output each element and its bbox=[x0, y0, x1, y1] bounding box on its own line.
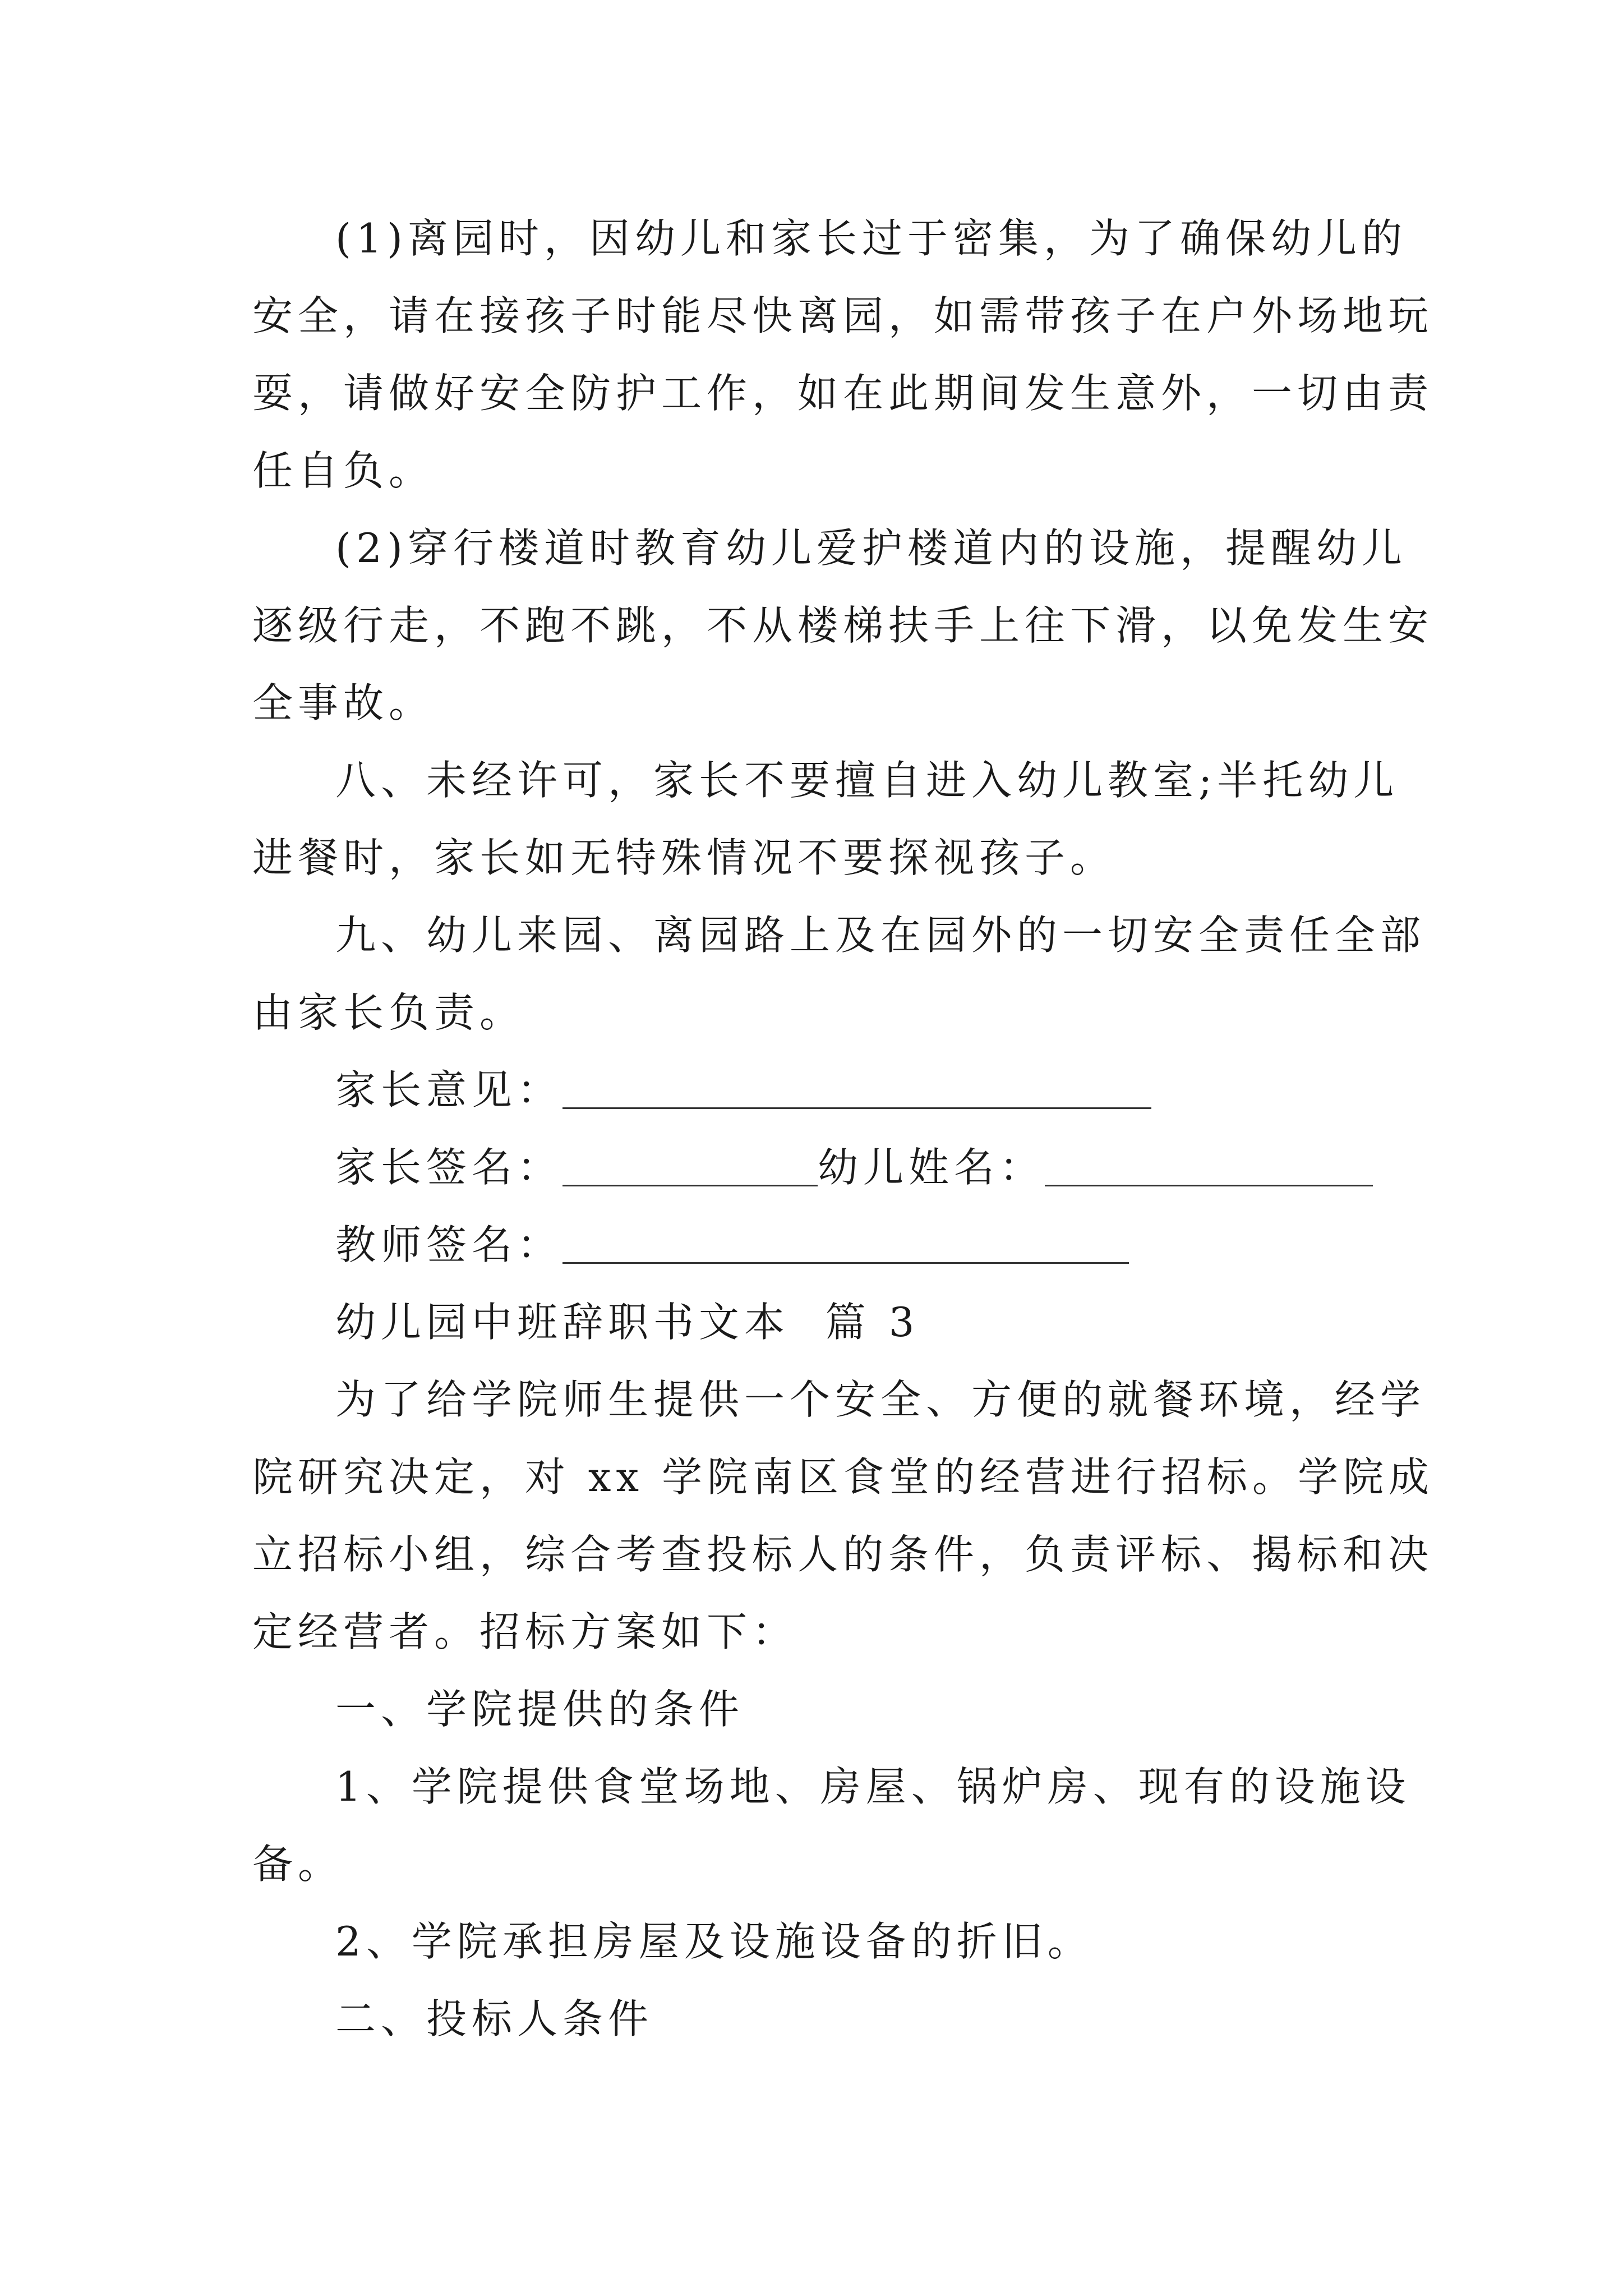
paragraph-line: 八、未经许可，家长不要擅自进入幼儿教室;半托幼儿 bbox=[335, 757, 1399, 804]
paragraph-line: 备。 bbox=[252, 1841, 344, 1888]
child-name-blank[interactable] bbox=[1045, 1145, 1373, 1186]
paragraph-line: 全事故。 bbox=[252, 679, 435, 726]
section-heading: 幼儿园中班辞职书文本 篇 3 bbox=[335, 1299, 920, 1346]
paragraph-line: 立招标小组，综合考查投标人的条件，负责评标、揭标和决 bbox=[252, 1531, 1434, 1578]
paragraph-line: 1、学院提供食堂场地、房屋、锅炉房、现有的设施设 bbox=[335, 1763, 1411, 1810]
paragraph-line: 九、幼儿来园、离园路上及在园外的一切安全责任全部 bbox=[335, 912, 1426, 959]
paragraph-line: (1)离园时，因幼儿和家长过于密集，为了确保幼儿的 bbox=[335, 215, 1407, 262]
teacher-signature-row bbox=[335, 1218, 1129, 1272]
parent-opinion-blank[interactable] bbox=[562, 1068, 1151, 1109]
paragraph-line: 逐级行走，不跑不跳，不从楼梯扶手上往下滑，以免发生安 bbox=[252, 602, 1434, 649]
parent-opinion-label: 家长意见： bbox=[335, 1066, 563, 1114]
paragraph-line: 2、学院承担房屋及设施设备的折旧。 bbox=[335, 1918, 1093, 1965]
teacher-signature-label: 教师签名： bbox=[335, 1221, 563, 1268]
child-name-label: 幼儿姓名： bbox=[818, 1144, 1045, 1191]
paragraph-line: 定经营者。招标方案如下： bbox=[252, 1608, 798, 1655]
paragraph-line: 为了给学院师生提供一个安全、方便的就餐环境，经学 bbox=[335, 1376, 1426, 1423]
paragraph-line: 安全，请在接孩子时能尽快离园，如需带孩子在户外场地玩 bbox=[252, 292, 1434, 339]
paragraph-line: (2)穿行楼道时教育幼儿爱护楼道内的设施，提醒幼儿 bbox=[335, 524, 1407, 572]
paragraph-line: 由家长负责。 bbox=[252, 989, 525, 1036]
paragraph-line: 任自负。 bbox=[252, 447, 435, 494]
paragraph-line: 院研究决定，对 xx 学院南区食堂的经营进行招标。学院成 bbox=[252, 1453, 1434, 1501]
parent-opinion-row bbox=[335, 1063, 1151, 1117]
paragraph-line: 耍，请做好安全防护工作，如在此期间发生意外，一切由责 bbox=[252, 370, 1434, 417]
teacher-signature-blank[interactable] bbox=[562, 1223, 1129, 1264]
parent-signature-label: 家长签名： bbox=[335, 1144, 563, 1191]
parent-signature-blank[interactable] bbox=[562, 1145, 818, 1186]
subheading: 一、学院提供的条件 bbox=[335, 1686, 745, 1733]
paragraph-line: 进餐时，家长如无特殊情况不要探视孩子。 bbox=[252, 834, 1116, 881]
signature-row bbox=[335, 1140, 1373, 1194]
subheading: 二、投标人条件 bbox=[335, 1995, 654, 2042]
